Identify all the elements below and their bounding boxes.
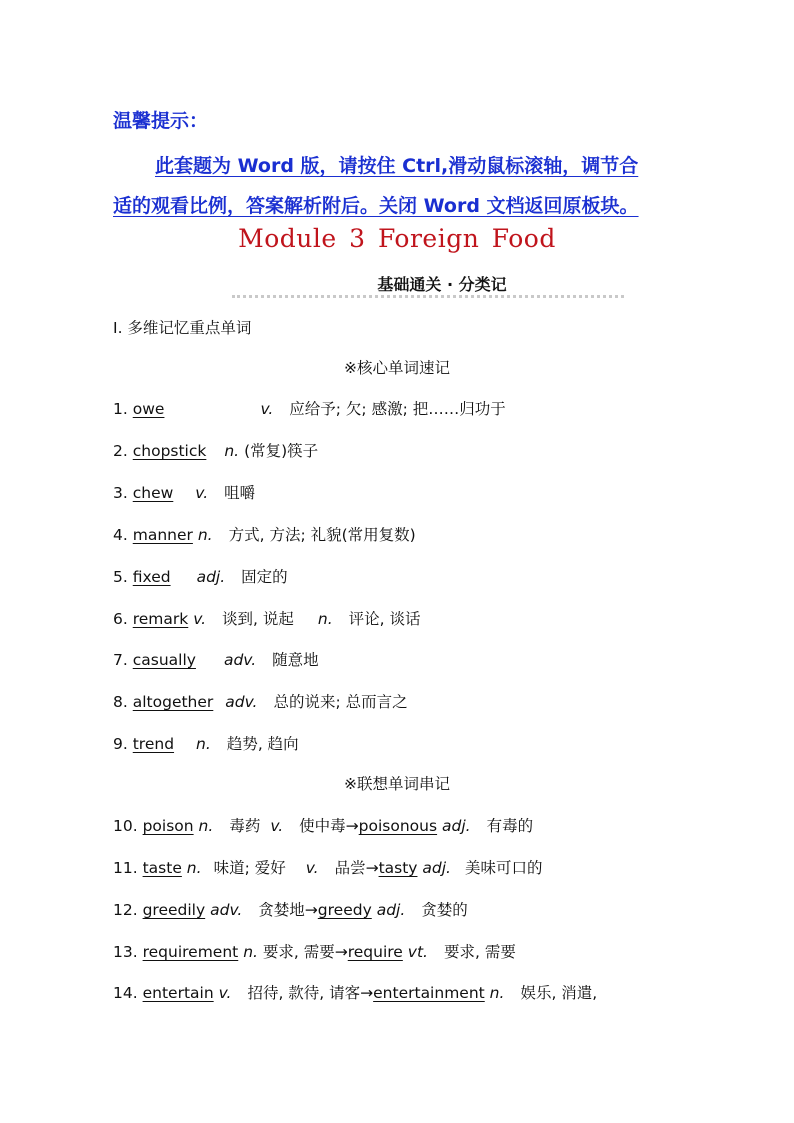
vocab-entry: 11. taste n. 味道; 爱好 v. 品尝→tasty adj. 美味可口的 <box>113 859 543 877</box>
vocab-word: owe <box>132 400 165 418</box>
derived-word: tasty <box>378 859 418 877</box>
vocab-entry: 1. owe v. 应给予; 欠; 感激; 把……归功于 <box>113 400 506 418</box>
vocab-word: fixed <box>132 568 171 586</box>
module-title: Module 3 Foreign Food <box>238 224 556 253</box>
vocab-entry: 5. fixed adj. 固定的 <box>113 568 288 586</box>
vocab-entry: 3. chew v. 咀嚼 <box>113 484 256 502</box>
tip-body <box>113 146 693 226</box>
vocab-word: altogether <box>132 693 214 711</box>
derived-word: poisonous <box>358 817 438 835</box>
vocab-word: chew <box>132 484 174 502</box>
derived-word: greedy <box>317 901 372 919</box>
vocab-entry: 6. remark v. 谈到, 说起 n. 评论, 谈话 <box>113 610 421 628</box>
core-words-heading: ※核心单词速记 <box>344 359 450 377</box>
association-words-heading: ※联想单词串记 <box>344 775 450 793</box>
vocab-entry: 7. casually adv. 随意地 <box>113 651 319 669</box>
vocab-word: remark <box>132 610 189 628</box>
part-heading: Ⅰ. 多维记忆重点单词 <box>113 319 252 337</box>
section-heading: 基础通关 · 分类记 <box>377 275 507 294</box>
derived-word: entertainment <box>373 984 485 1002</box>
vocab-word: taste <box>142 859 182 877</box>
vocab-word: chopstick <box>132 442 207 460</box>
derived-word: require <box>347 943 403 961</box>
vocab-word: poison <box>142 817 194 835</box>
vocab-word: entertain <box>142 984 214 1002</box>
tip-line-2: 适的观看比例，答案解析附后。关闭 Word 文档返回原板块。 <box>113 195 639 217</box>
dotted-divider <box>232 295 624 298</box>
vocab-entry: 2. chopstick n. (常复)筷子 <box>113 442 319 460</box>
vocab-entry: 9. trend n. 趋势, 趋向 <box>113 735 299 753</box>
vocab-word: casually <box>132 651 196 669</box>
vocab-entry: 14. entertain v. 招待, 款待, 请客→entertainment n. 娱乐, 消遣, <box>113 984 598 1002</box>
vocab-entry: 4. manner n. 方式, 方法; 礼貌(常用复数) <box>113 526 416 544</box>
tip-line-1: 此套题为 Word 版，请按住 Ctrl,滑动鼠标滚轴，调节合 <box>155 155 639 177</box>
vocab-word: requirement <box>142 943 239 961</box>
vocab-entry: 12. greedily adv. 贪婪地→greedy adj. 贪婪的 <box>113 901 468 919</box>
vocab-entry: 10. poison n. 毒药 v. 使中毒→poisonous adj. 有毒的 <box>113 817 534 835</box>
vocab-entry: 8. altogether adv. 总的说来; 总而言之 <box>113 693 408 711</box>
tip-title: 温馨提示： <box>113 110 209 132</box>
vocab-word: greedily <box>142 901 206 919</box>
vocab-word: manner <box>132 526 193 544</box>
vocab-word: trend <box>132 735 175 753</box>
vocab-entry: 13. requirement n. 要求, 需要→require vt. 要求, 需要 <box>113 943 516 961</box>
